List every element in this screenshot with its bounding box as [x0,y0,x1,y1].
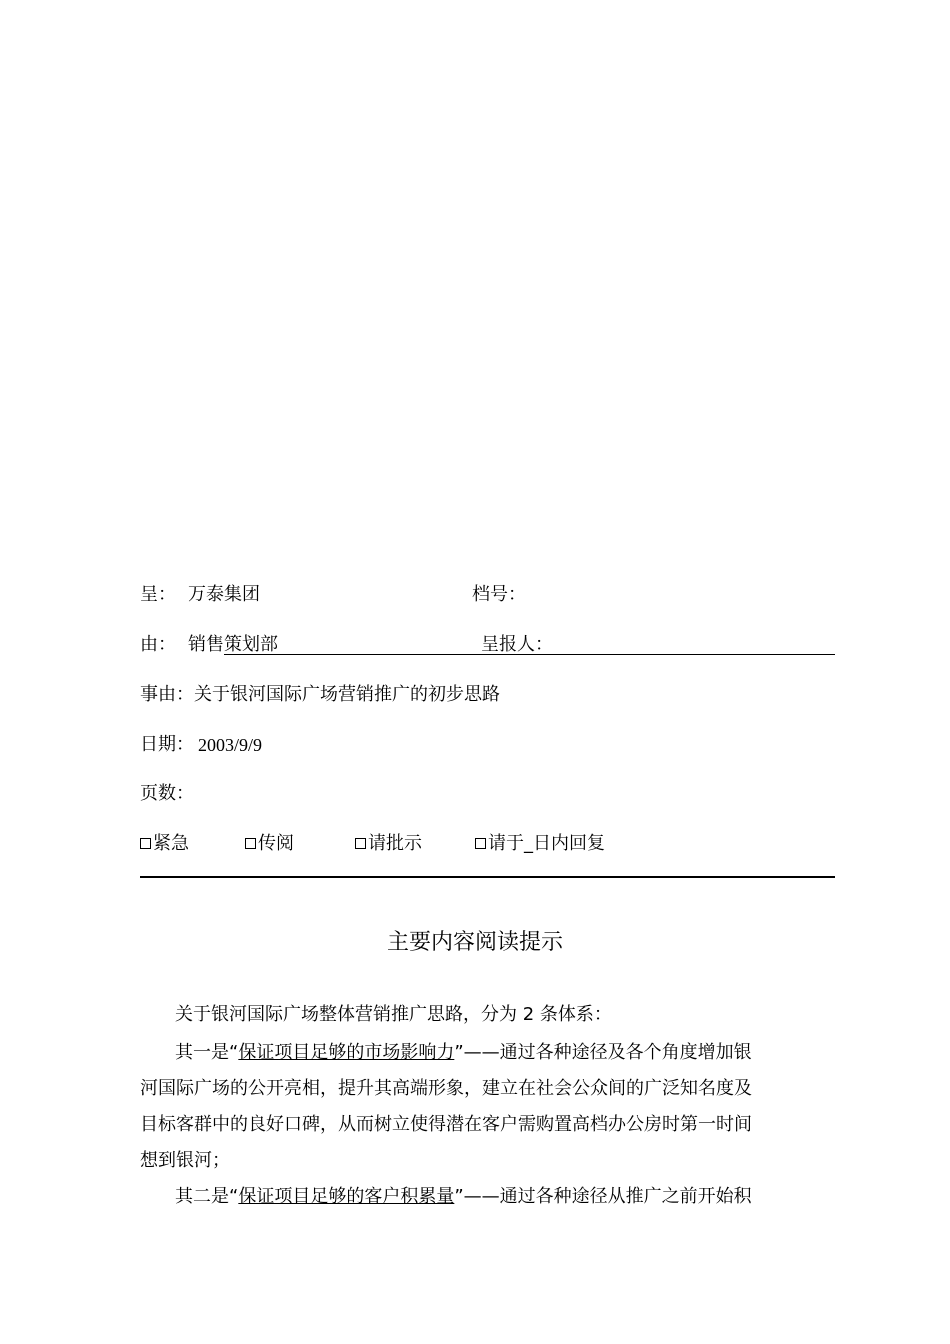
p2-emphasis: 保证项目足够的客户积累量 [238,1186,455,1207]
paragraph-one-line-1 [175,1036,752,1070]
paragraph-one-line-3: 目标客群中的良好口碑，从而树立使得潜在客户需购置高档办公房时第一时间 [140,1114,752,1135]
circulate-checkbox[interactable] [245,838,256,849]
file-no-label: 档号： [472,584,526,605]
option-reply[interactable] [475,833,605,855]
p2-lead: 其二是“ [175,1186,239,1207]
p2-rest: ”——通过各种途径从推广之前开始积 [454,1186,752,1207]
option-urgent-label: 紧急 [153,833,189,854]
paragraph-one-line-2: 河国际广场的公开亮相，提升其高端形象，建立在社会公众间的广泛知名度及 [140,1078,752,1099]
option-instruct-label: 请批示 [368,833,422,854]
option-reply-prefix: 请于 [488,833,524,854]
p1-rest: ”——通过各种途径及各个角度增加银 [454,1042,752,1063]
reply-checkbox[interactable] [475,838,486,849]
date-label: 日期： [140,734,194,755]
option-reply-blank: _ [524,833,533,854]
option-circulate[interactable] [245,833,294,855]
paragraph-intro: 关于银河国际广场整体营销推广思路，分为 2 条体系： [175,1004,612,1025]
paragraph-two-line-1 [175,1180,752,1214]
from-value: 销售策划部 [188,634,278,655]
pages-label: 页数： [140,783,194,804]
header-divider [140,876,835,878]
reporter-label: 呈报人： [481,634,553,655]
option-circulate-label: 传阅 [258,833,294,854]
from-underline [224,654,835,655]
instruct-checkbox[interactable] [355,838,366,849]
option-reply-suffix: 日内回复 [533,833,605,854]
to-value: 万泰集团 [188,584,260,605]
p1-lead: 其一是“ [175,1042,239,1063]
option-urgent[interactable] [140,833,189,855]
p1-emphasis: 保证项目足够的市场影响力 [238,1042,455,1063]
paragraph-one-line-4: 想到银河； [140,1150,230,1171]
section-title: 主要内容阅读提示 [386,930,563,955]
subject-line: 事由：关于银河国际广场营销推广的初步思路 [140,684,500,705]
option-instruct[interactable] [355,833,422,855]
date-value: 2003/9/9 [198,735,263,755]
to-label: 呈： [140,584,176,605]
from-label: 由： [140,634,176,655]
urgent-checkbox[interactable] [140,838,151,849]
